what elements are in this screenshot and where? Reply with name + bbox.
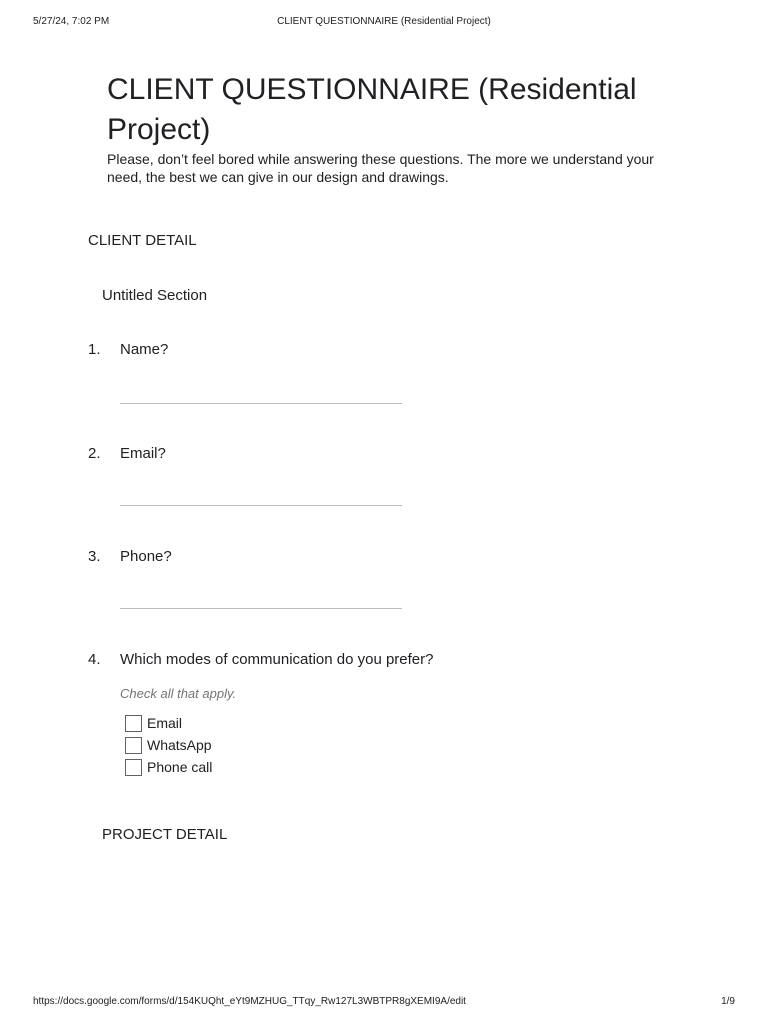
question-number: 1. xyxy=(88,341,101,358)
question-text: Name? xyxy=(120,341,169,358)
form-description: Please, don’t feel bored while answering these questions. The more we understand your need, the best we can give in our design and drawings. xyxy=(107,151,654,185)
print-date: 5/27/24, 7:02 PM xyxy=(33,16,110,27)
question-text: Email? xyxy=(120,445,166,462)
checkbox-whatsapp[interactable] xyxy=(125,737,142,754)
section-heading-untitled: Untitled Section xyxy=(102,287,208,304)
print-footer xyxy=(33,996,735,1010)
question-number: 3. xyxy=(88,548,101,565)
question-text: Phone? xyxy=(120,548,172,565)
checkbox-email[interactable] xyxy=(125,715,142,732)
option-label: WhatsApp xyxy=(147,737,212,753)
print-header xyxy=(33,16,735,30)
name-answer-field[interactable] xyxy=(120,403,402,404)
print-document-title: CLIENT QUESTIONNAIRE (Residential Project) xyxy=(277,16,491,27)
section-heading-project-detail: PROJECT DETAIL xyxy=(102,826,228,843)
print-url: https://docs.google.com/forms/d/154KUQht_eYt9MZHUG_TTqy_Rw127L3WBTPR8gXEMI9A/edit xyxy=(33,996,466,1007)
form-title: CLIENT QUESTIONNAIRE (Residential Project) xyxy=(107,73,637,146)
page-number: 1/9 xyxy=(721,996,735,1007)
option-label: Phone call xyxy=(147,759,213,775)
question-number: 2. xyxy=(88,445,101,462)
question-number: 4. xyxy=(88,651,101,668)
question-text: Which modes of communication do you prefer? xyxy=(120,651,434,668)
option-label: Email xyxy=(147,715,183,731)
checkbox-phone-call[interactable] xyxy=(125,759,142,776)
checkbox-hint: Check all that apply. xyxy=(120,686,237,701)
email-answer-field[interactable] xyxy=(120,505,402,506)
phone-answer-field[interactable] xyxy=(120,608,402,609)
section-heading-client-detail: CLIENT DETAIL xyxy=(88,232,197,249)
